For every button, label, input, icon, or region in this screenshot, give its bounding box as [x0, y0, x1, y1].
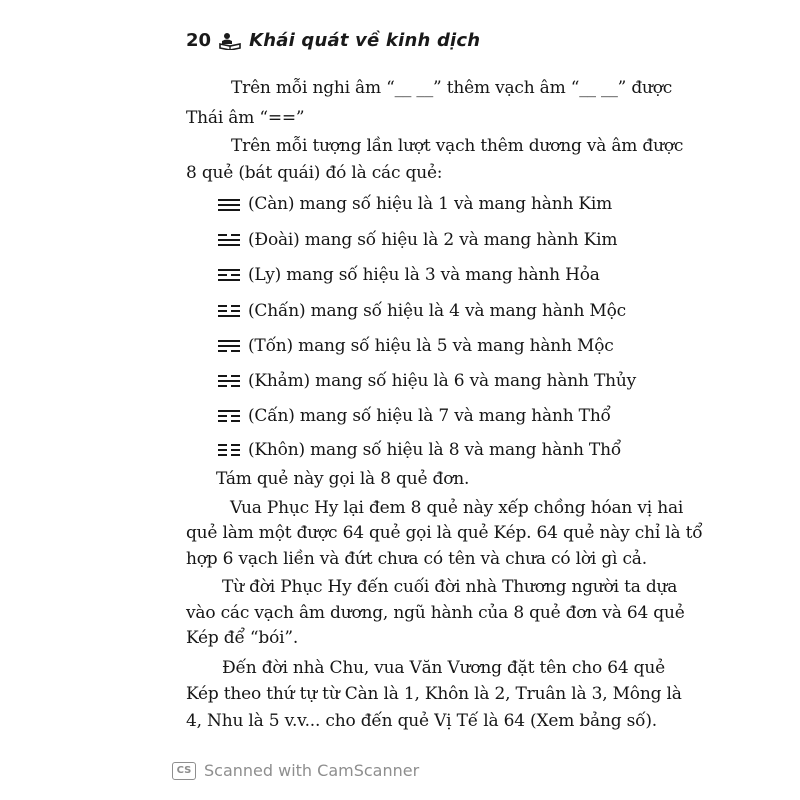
camscanner-logo: CS — [172, 762, 196, 780]
yin-line-segment — [231, 449, 240, 451]
yin-line-segment — [231, 420, 240, 422]
trigram-symbol-6 — [218, 374, 240, 387]
trigram-symbol-5 — [218, 339, 240, 352]
yin-line-segment — [218, 444, 227, 446]
intro-line-1: Trên mỗi nghi âm “__ __” thêm vạch âm “__ __” được — [231, 78, 673, 98]
page-header — [186, 30, 480, 51]
yang-line — [218, 204, 240, 206]
yin-line-segment — [231, 444, 240, 446]
page-header-title: Khái quát về kinh dịch — [249, 30, 481, 51]
trigram-label-4: (Chấn) mang số hiệu là 4 và mang hành Mộc — [248, 301, 626, 321]
yin-line-segment — [231, 454, 240, 456]
yin-line-segment — [231, 415, 240, 417]
trigram-symbol-4 — [218, 304, 240, 317]
yin-line-segment — [231, 350, 240, 352]
yang-line — [218, 199, 240, 201]
yin-line-segment — [231, 310, 240, 312]
yang-line — [218, 279, 240, 281]
body-line-3: quẻ làm một được 64 quẻ gọi là quẻ Kép. 64 quẻ này chỉ là tổ — [186, 523, 703, 543]
yin-line-segment — [218, 449, 227, 451]
yin-line-segment — [231, 234, 240, 236]
yang-line — [218, 315, 240, 317]
yin-line-segment — [218, 310, 227, 312]
trigram-symbol-3 — [218, 268, 240, 281]
yin-line-segment — [218, 274, 227, 276]
trigram-label-6: (Khảm) mang số hiệu là 6 và mang hành Thủy — [248, 371, 637, 391]
yang-line — [218, 380, 240, 382]
trigram-symbol-7 — [218, 409, 240, 422]
trigram-label-8: (Khôn) mang số hiệu là 8 và mang hành Thổ — [248, 440, 622, 460]
trigram-symbol-2 — [218, 233, 240, 246]
yin-line-segment — [218, 375, 227, 377]
yin-line-segment — [231, 305, 240, 307]
yin-line-segment — [218, 415, 227, 417]
yang-line — [218, 209, 240, 211]
body-line-2: Vua Phục Hy lại đem 8 quẻ này xếp chồng hóan vị hai — [230, 498, 684, 518]
yin-line-segment — [218, 350, 227, 352]
trigram-symbol-8 — [218, 443, 240, 456]
yin-line-segment — [218, 454, 227, 456]
watermark-text: Scanned with CamScanner — [204, 761, 420, 780]
yang-line — [218, 239, 240, 241]
yang-line — [218, 244, 240, 246]
trigram-label-3: (Ly) mang số hiệu là 3 và mang hành Hỏa — [248, 265, 600, 285]
yin-line-segment — [231, 274, 240, 276]
camscanner-watermark — [172, 761, 419, 780]
trigram-label-2: (Đoài) mang số hiệu là 2 và mang hành Kim — [248, 230, 618, 250]
intro-line-3: Trên mỗi tượng lần lượt vạch thêm dương và âm được — [231, 136, 684, 156]
yin-line-segment — [231, 375, 240, 377]
trigram-label-5: (Tốn) mang số hiệu là 5 và mang hành Mộc — [248, 336, 614, 356]
body-line-7: Kép để “bói”. — [186, 628, 299, 648]
body-line-6: vào các vạch âm dương, ngũ hành của 8 quẻ đơn và 64 quẻ — [186, 603, 685, 623]
intro-line-4: 8 quẻ (bát quái) đó là các quẻ: — [186, 163, 443, 183]
yin-line-segment — [218, 234, 227, 236]
book-reader-icon — [219, 32, 241, 50]
trigram-label-1: (Càn) mang số hiệu là 1 và mang hành Kim — [248, 194, 613, 214]
yin-line-segment — [231, 385, 240, 387]
yang-line — [218, 269, 240, 271]
body-line-10: 4, Nhu là 5 v.v... cho đến quẻ Vị Tế là 64 (Xem bảng số). — [186, 711, 657, 731]
trigram-symbol-1 — [218, 198, 240, 211]
body-line-1: Tám quẻ này gọi là 8 quẻ đơn. — [216, 469, 470, 489]
yin-line-segment — [218, 385, 227, 387]
yang-line — [218, 410, 240, 412]
yin-line-segment — [218, 420, 227, 422]
yin-line-segment — [218, 305, 227, 307]
yang-line — [218, 340, 240, 342]
body-line-4: hợp 6 vạch liền và đứt chưa có tên và chưa có lời gì cả. — [186, 549, 647, 569]
yang-line — [218, 345, 240, 347]
page-number: 20 — [186, 30, 212, 51]
body-line-8: Đến đời nhà Chu, vua Văn Vương đặt tên cho 64 quẻ — [222, 658, 665, 678]
trigram-label-7: (Cấn) mang số hiệu là 7 và mang hành Thổ — [248, 406, 611, 426]
intro-line-2: Thái âm “==” — [186, 108, 305, 128]
body-line-9: Kép theo thứ tự từ Càn là 1, Khôn là 2, Truân là 3, Mông là — [186, 684, 682, 704]
body-line-5: Từ đời Phục Hy đến cuối đời nhà Thương người ta dựa — [222, 577, 678, 597]
